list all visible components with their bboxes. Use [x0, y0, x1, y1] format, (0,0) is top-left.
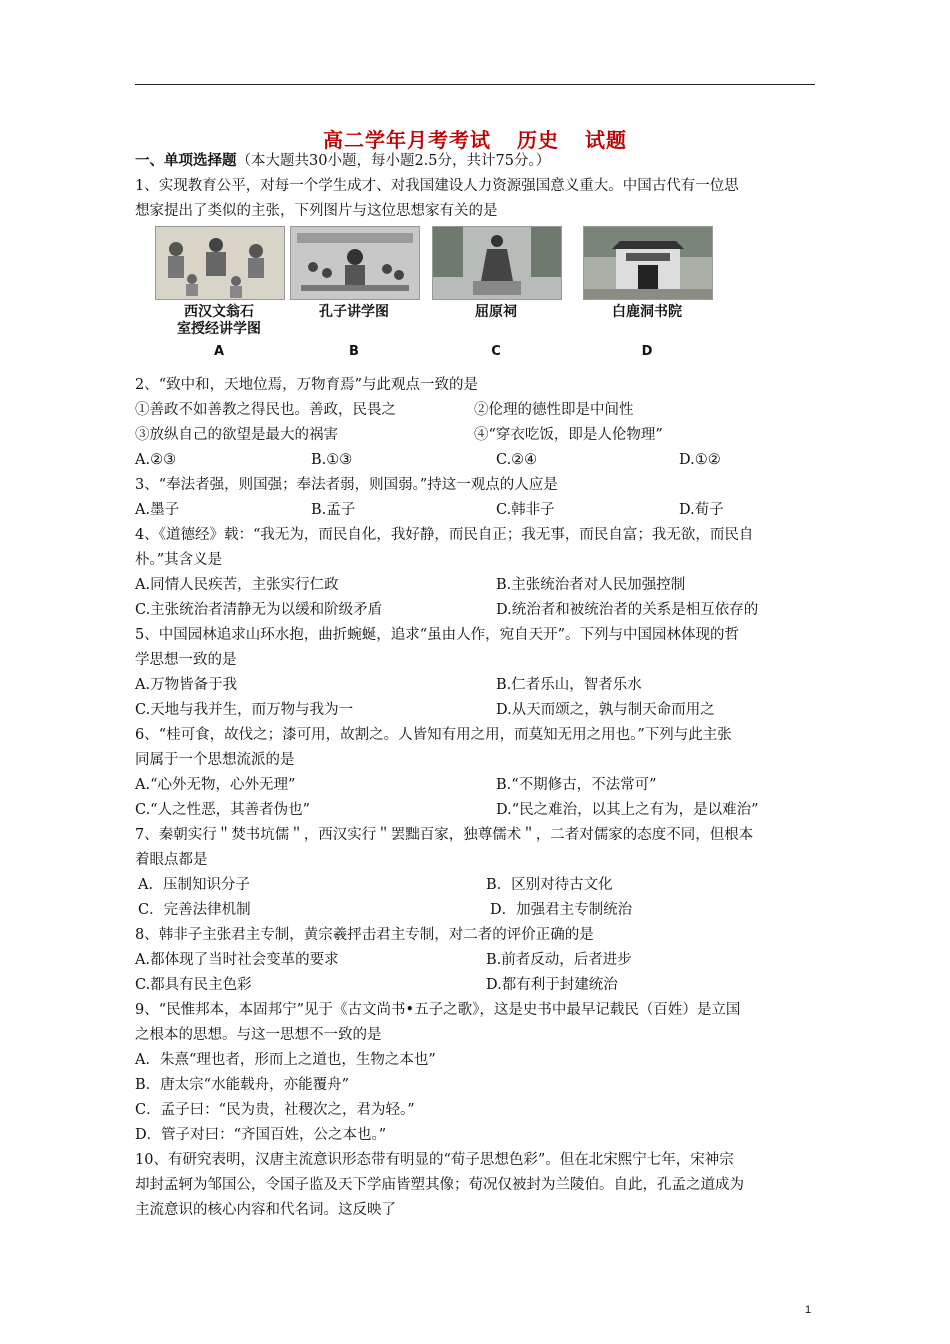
- question-7-line-1: 7、秦朝实行＂焚书坑儒＂，西汉实行＂罢黜百家，独尊儒术＂，二者对儒家的态度不同，但根本: [135, 827, 754, 843]
- question-1-line-1: 1、实现教育公平，对每一个学生成才、对我国建设人力资源强国意义重大。中国古代有一位思: [135, 178, 739, 194]
- question-10-line-1: 10、有研究表明，汉唐主流意识形态带有明显的“荀子思想色彩”。但在北宋熙宁七年，宋神宗: [135, 1152, 734, 1168]
- question-5-option-b: B.仁者乐山，智者乐水: [496, 677, 642, 693]
- section-heading: 一、单项选择题: [135, 152, 237, 169]
- question-3-stem: 3、“奉法者强，则国强；奉法者弱，则国弱。”持这一观点的人应是: [135, 477, 558, 493]
- title-part-3: 试题: [584, 128, 627, 152]
- figure-d-caption: 白鹿洞书院: [612, 304, 682, 320]
- title-part-2: 历史: [517, 128, 559, 152]
- question-5-line-1: 5、中国园林追求山环水抱，曲折蜿蜒，追求“虽由人作，宛自天开”。下列与中国园林体现的哲: [135, 627, 740, 643]
- question-7-option-b: B．区别对待古文化: [486, 877, 613, 893]
- question-3-option-c: C.韩非子: [496, 502, 555, 518]
- question-9-line-2: 之根本的思想。与这一思想不一致的是: [135, 1027, 382, 1043]
- question-5-option-d: D.从天而颂之，孰与制天命而用之: [496, 702, 715, 718]
- figure-a-caption: 西汉文翁石 室授经讲学图: [177, 304, 261, 337]
- page-number: 1: [805, 1304, 812, 1316]
- figure-c-caption: 屈原祠: [475, 304, 517, 320]
- question-2-item-1: ①善政不如善教之得民也。善政，民畏之: [135, 402, 396, 418]
- question-2-option-c: C.②④: [496, 452, 538, 468]
- figure-c-letter: C: [491, 344, 501, 359]
- header-rule: [135, 84, 815, 85]
- question-2-stem: 2、“致中和，天地位焉，万物育焉”与此观点一致的是: [135, 377, 479, 393]
- question-8-option-b: B.前者反动，后者进步: [486, 952, 632, 968]
- question-10-line-2: 却封孟轲为邹国公，令国子监及天下学庙皆塑其像；荀况仅被封为兰陵伯。自此，孔孟之道成为: [135, 1177, 744, 1193]
- question-2-item-2: ②伦理的德性即是中间性: [474, 402, 634, 418]
- question-2-option-b: B.①③: [311, 452, 353, 468]
- question-9-option-d: D．管子对曰：“齐国百姓，公之本也。”: [135, 1127, 387, 1143]
- question-9-option-c: C．孟子曰：“民为贵，社稷次之，君为轻。”: [135, 1102, 415, 1118]
- question-1-figures: [140, 226, 740, 362]
- question-5-line-2: 学思想一致的是: [135, 652, 237, 668]
- question-9-option-a: A．朱熹“理也者，形而上之道也，生物之本也”: [135, 1052, 436, 1068]
- question-8-stem: 8、韩非子主张君主专制，黄宗羲抨击君主专制，对二者的评价正确的是: [135, 927, 594, 943]
- question-5-option-c: C.天地与我并生，而万物与我为一: [135, 702, 354, 718]
- figure-a: [155, 226, 283, 359]
- question-2-item-3: ③放纵自己的欲望是最大的祸害: [135, 427, 338, 443]
- question-3-option-b: B.孟子: [311, 502, 356, 518]
- statue-photo-icon: [432, 226, 562, 300]
- question-7-option-a: A．压制知识分子: [138, 877, 250, 893]
- figure-c: [432, 226, 560, 359]
- question-8-option-c: C.都具有民主色彩: [135, 977, 252, 993]
- question-10-line-3: 主流意识的核心内容和代名词。这反映了: [135, 1202, 396, 1218]
- question-5-option-a: A.万物皆备于我: [135, 677, 238, 693]
- confucius-lecture-painting-icon: [290, 226, 420, 300]
- question-7-option-d: D．加强君主专制统治: [490, 902, 633, 918]
- figure-d: [583, 226, 711, 359]
- question-1-line-2: 想家提出了类似的主张，下列图片与这位思想家有关的是: [135, 203, 498, 219]
- question-6-option-a: A.“心外无物，心外无理”: [135, 777, 296, 793]
- question-6-option-b: B.“不期修古，不法常可”: [496, 777, 657, 793]
- question-9-option-b: B．唐太宗“水能载舟，亦能覆舟”: [135, 1077, 349, 1093]
- figure-b: [290, 226, 418, 359]
- question-6-line-2: 同属于一个思想流派的是: [135, 752, 295, 768]
- question-7-line-2: 着眼点都是: [135, 852, 208, 868]
- question-4-line-1: 4、《道德经》载：“我无为，而民自化，我好静，而民自正；我无事，而民自富；我无欲，而民自: [135, 527, 754, 543]
- question-4-option-b: B.主张统治者对人民加强控制: [496, 577, 686, 593]
- question-2-item-4: ④“穿衣吃饭，即是人伦物理”: [474, 427, 663, 443]
- question-6-option-c: C.“人之性恶，其善者伪也”: [135, 802, 311, 818]
- figure-b-caption: 孔子讲学图: [319, 304, 389, 320]
- question-7-option-c: C．完善法律机制: [138, 902, 251, 918]
- question-4-option-a: A.同情人民疾苦，主张实行仁政: [135, 577, 339, 593]
- question-8-option-d: D.都有利于封建统治: [486, 977, 618, 993]
- question-4-line-2: 朴。”其含义是: [135, 552, 223, 568]
- figure-a-letter: A: [213, 344, 225, 359]
- question-3-option-d: D.荀子: [679, 502, 724, 518]
- page-title: [0, 124, 950, 153]
- scholars-painting-icon: [155, 226, 285, 300]
- question-8-option-a: A.都体现了当时社会变革的要求: [135, 952, 339, 968]
- title-part-1: 高二学年月考考试: [323, 128, 492, 152]
- figure-d-letter: D: [641, 344, 653, 359]
- question-4-option-d: D.统治者和被统治者的关系是相互依存的: [496, 602, 759, 618]
- question-3-option-a: A.墨子: [135, 502, 180, 518]
- question-2-option-a: A.②③: [135, 452, 177, 468]
- question-9-line-1: 9、“民惟邦本，本固邦宁”见于《古文尚书•五子之歌》，这是史书中最早记载民（百姓）是立国: [135, 1002, 741, 1018]
- question-6-option-d: D.“民之难治，以其上之有为，是以难治”: [496, 802, 759, 818]
- section-heading-line: [135, 151, 550, 171]
- section-note: （本大题共30小题，每小题2.5分，共计75分。）: [236, 153, 551, 169]
- question-4-option-c: C.主张统治者清静无为以缓和阶级矛盾: [135, 602, 383, 618]
- question-2-option-d: D.①②: [679, 452, 721, 468]
- academy-gate-photo-icon: [583, 226, 713, 300]
- figure-b-letter: B: [349, 344, 359, 359]
- question-6-line-1: 6、“桂可食，故伐之；漆可用，故割之。人皆知有用之用，而莫知无用之用也。”下列与此主张: [135, 727, 732, 743]
